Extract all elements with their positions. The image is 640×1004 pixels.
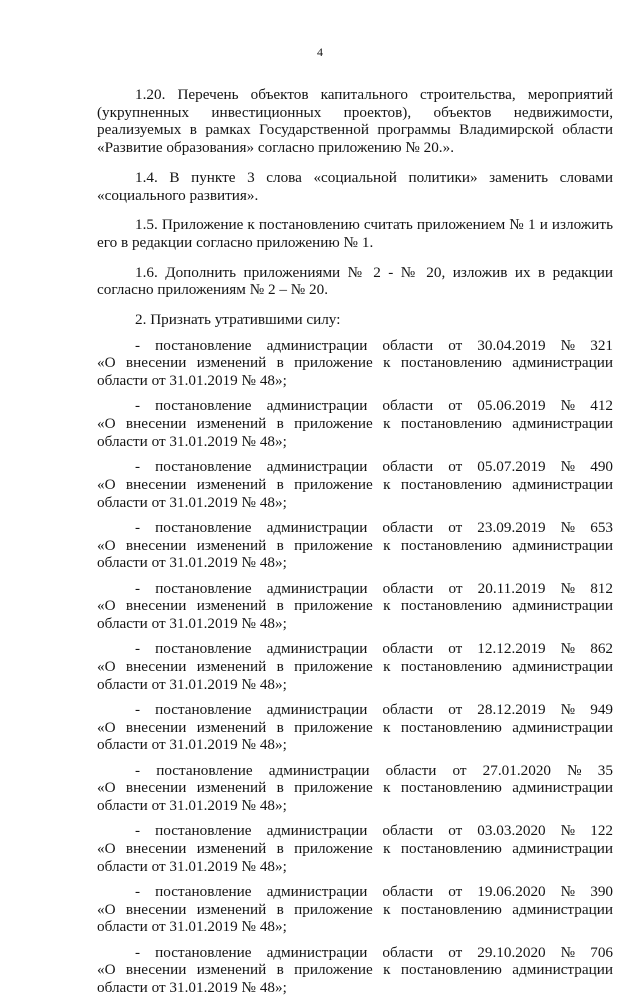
number-sign: № — [560, 700, 576, 718]
word: администрации — [266, 943, 368, 961]
resolution-date: 03.03.2020 — [477, 822, 546, 840]
list-item-line-3: области от 31.01.2019 № 48»; — [97, 432, 287, 450]
list-item-line-3: области от 31.01.2019 № 48»; — [97, 918, 287, 936]
list-item — [97, 458, 613, 511]
word: области — [382, 943, 434, 961]
list-item-line-3: области от 31.01.2019 № 48»; — [97, 736, 287, 754]
word: администрации — [512, 415, 613, 433]
list-item — [97, 822, 613, 875]
word: внесении — [125, 536, 187, 554]
word: изменений — [196, 718, 267, 736]
word: постановление — [155, 336, 252, 354]
resolution-number: 949 — [590, 700, 613, 718]
word: - — [135, 640, 141, 658]
resolution-date: 12.12.2019 — [477, 640, 546, 658]
resolution-date: 28.12.2019 — [477, 700, 546, 718]
word: - — [135, 518, 141, 536]
word: постановлению — [400, 415, 502, 433]
list-item-line-2 — [97, 779, 613, 797]
word: области — [382, 640, 434, 658]
word: в — [276, 779, 284, 797]
word: - — [135, 943, 141, 961]
list-item — [97, 397, 613, 450]
resolution-date: 20.11.2019 — [477, 579, 546, 597]
number-sign: № — [560, 883, 576, 901]
word: внесении — [125, 779, 187, 797]
list-item — [97, 701, 613, 754]
resolution-number: 122 — [590, 822, 613, 840]
word: постановлению — [400, 840, 502, 858]
word: к — [383, 354, 391, 372]
list-item — [97, 883, 613, 936]
word: от — [448, 458, 463, 476]
word: постановлению — [400, 475, 502, 493]
list-item — [97, 762, 613, 815]
word: приложение — [294, 900, 373, 918]
word: постановлению — [400, 597, 502, 615]
word: области — [382, 700, 434, 718]
word: изменений — [196, 779, 267, 797]
word: администрации — [512, 597, 613, 615]
word: области — [382, 518, 434, 536]
number-sign: № — [560, 943, 576, 961]
resolution-date: 05.06.2019 — [477, 397, 546, 415]
list-item-line-3: области от 31.01.2019 № 48»; — [97, 493, 287, 511]
word: в — [276, 536, 284, 554]
paragraph-1-5: 1.5. Приложение к постановлению считать приложением № 1 и изложить его в редакции согласно приложению № 1. — [97, 216, 613, 251]
word: приложение — [294, 354, 373, 372]
word: к — [383, 779, 391, 797]
word: к — [383, 415, 391, 433]
word: администрации — [512, 354, 613, 372]
word: от — [448, 336, 463, 354]
word: области — [382, 336, 434, 354]
list-item — [97, 580, 613, 633]
word: области — [382, 458, 434, 476]
word: администрации — [266, 822, 368, 840]
word: от — [448, 883, 463, 901]
list-item-line-3: области от 31.01.2019 № 48»; — [97, 857, 287, 875]
section-heading: 2. Признать утратившими силу: — [135, 311, 341, 329]
word: к — [383, 657, 391, 675]
list-item-line-1 — [97, 458, 613, 476]
word: в — [276, 900, 284, 918]
word: постановление — [155, 518, 252, 536]
word: внесении — [125, 657, 187, 675]
word: изменений — [196, 597, 267, 615]
word: области — [382, 579, 434, 597]
word: администрации — [512, 718, 613, 736]
list-item-line-3: области от 31.01.2019 № 48»; — [97, 979, 287, 997]
word: внесении — [125, 840, 187, 858]
word: администрации — [268, 761, 370, 779]
word: изменений — [196, 900, 267, 918]
word: постановление — [155, 943, 252, 961]
word: приложение — [294, 597, 373, 615]
word: постановлению — [400, 961, 502, 979]
word: администрации — [512, 536, 613, 554]
word: к — [383, 536, 391, 554]
word: «О — [97, 354, 116, 372]
word: администрации — [512, 779, 613, 797]
word: изменений — [196, 536, 267, 554]
list-item-line-1 — [97, 337, 613, 355]
word: к — [383, 597, 391, 615]
word: «О — [97, 657, 116, 675]
list-item-line-3: области от 31.01.2019 № 48»; — [97, 797, 287, 815]
word: в — [276, 415, 284, 433]
word: - — [135, 700, 141, 718]
word: «О — [97, 475, 116, 493]
word: администрации — [266, 883, 368, 901]
resolution-date: 29.10.2020 — [477, 943, 546, 961]
word: постановлению — [400, 354, 502, 372]
word: внесении — [125, 961, 187, 979]
word: области — [385, 761, 437, 779]
word: приложение — [294, 475, 373, 493]
word: изменений — [196, 475, 267, 493]
resolution-date: 23.09.2019 — [477, 518, 546, 536]
list-item-line-2 — [97, 537, 613, 555]
word: постановление — [155, 579, 252, 597]
word: от — [448, 943, 463, 961]
word: от — [448, 518, 463, 536]
word: в — [276, 597, 284, 615]
resolution-date: 30.04.2019 — [477, 336, 546, 354]
word: постановлению — [400, 779, 502, 797]
word: в — [276, 657, 284, 675]
resolution-number: 35 — [597, 761, 613, 779]
word: от — [448, 640, 463, 658]
word: постановление — [155, 700, 252, 718]
word: - — [135, 761, 141, 779]
word: постановление — [155, 397, 252, 415]
word: постановление — [155, 640, 252, 658]
number-sign: № — [560, 397, 576, 415]
word: администрации — [266, 640, 368, 658]
word: - — [135, 579, 141, 597]
list-item-line-3: области от 31.01.2019 № 48»; — [97, 372, 287, 390]
word: постановлению — [400, 536, 502, 554]
resolution-number: 390 — [590, 883, 613, 901]
word: от — [448, 397, 463, 415]
word: внесении — [125, 597, 187, 615]
word: от — [448, 700, 463, 718]
word: к — [383, 840, 391, 858]
word: постановление — [155, 883, 252, 901]
list-item-line-1 — [97, 397, 613, 415]
list-item-line-1 — [97, 883, 613, 901]
document-body — [97, 86, 613, 1004]
word: постановлению — [400, 657, 502, 675]
word: приложение — [294, 536, 373, 554]
resolution-number: 812 — [590, 579, 613, 597]
number-sign: № — [567, 761, 582, 779]
word: постановление — [155, 822, 252, 840]
list-item-line-2 — [97, 476, 613, 494]
number-sign: № — [560, 822, 576, 840]
number-sign: № — [560, 518, 576, 536]
list-item — [97, 519, 613, 572]
word: изменений — [196, 415, 267, 433]
word: «О — [97, 840, 116, 858]
word: изменений — [196, 657, 267, 675]
resolution-number: 321 — [590, 336, 613, 354]
list-item-line-2 — [97, 719, 613, 737]
word: к — [383, 718, 391, 736]
number-sign: № — [560, 640, 576, 658]
word: постановлению — [400, 900, 502, 918]
list-item-line-3: области от 31.01.2019 № 48»; — [97, 614, 287, 632]
word: - — [135, 458, 141, 476]
word: - — [135, 822, 141, 840]
word: «О — [97, 900, 116, 918]
word: приложение — [294, 840, 373, 858]
paragraph-1-4: 1.4. В пункте 3 слова «социальной политики» заменить словами «социального развития». — [97, 168, 613, 204]
list-item-line-1 — [97, 701, 613, 719]
resolution-date: 27.01.2020 — [482, 761, 552, 779]
list-item-line-2 — [97, 961, 613, 979]
list-item-line-2 — [97, 354, 613, 372]
word: изменений — [196, 961, 267, 979]
list-item-line-1 — [97, 580, 613, 598]
list-item-line-3: области от 31.01.2019 № 48»; — [97, 554, 287, 572]
word: администрации — [266, 579, 368, 597]
word: к — [383, 961, 391, 979]
word: приложение — [294, 657, 373, 675]
word: приложение — [294, 415, 373, 433]
word: администрации — [512, 840, 613, 858]
list-item — [97, 337, 613, 390]
word: внесении — [125, 900, 187, 918]
word: изменений — [196, 840, 267, 858]
word: «О — [97, 536, 116, 554]
word: администрации — [512, 475, 613, 493]
resolution-number: 412 — [590, 397, 613, 415]
word: от — [448, 822, 463, 840]
word: области — [382, 883, 434, 901]
word: - — [135, 397, 141, 415]
word: в — [276, 475, 284, 493]
word: администрации — [512, 961, 613, 979]
word: области — [382, 397, 434, 415]
list-item-line-3: области от 31.01.2019 № 48»; — [97, 675, 287, 693]
list-item-line-1 — [97, 519, 613, 537]
word: внесении — [125, 475, 187, 493]
number-sign: № — [560, 458, 576, 476]
list-item — [97, 640, 613, 693]
resolution-date: 19.06.2020 — [477, 883, 546, 901]
list-item-line-2 — [97, 901, 613, 919]
word: в — [276, 354, 284, 372]
repealed-resolutions-list — [97, 337, 613, 997]
word: администрации — [266, 458, 368, 476]
word: администрации — [512, 657, 613, 675]
number-sign: № — [560, 579, 576, 597]
word: - — [135, 883, 141, 901]
word: «О — [97, 779, 116, 797]
list-item-line-1 — [97, 822, 613, 840]
word: в — [276, 961, 284, 979]
list-item-line-2 — [97, 415, 613, 433]
word: постановление — [156, 761, 253, 779]
word: администрации — [266, 518, 368, 536]
word: «О — [97, 597, 116, 615]
number-sign: № — [560, 336, 576, 354]
word: приложение — [294, 718, 373, 736]
word: в — [276, 840, 284, 858]
word: «О — [97, 718, 116, 736]
resolution-date: 05.07.2019 — [477, 458, 546, 476]
word: администрации — [266, 397, 368, 415]
word: изменений — [196, 354, 267, 372]
word: от — [452, 761, 467, 779]
page-number: 4 — [317, 45, 323, 59]
list-item-line-1 — [97, 944, 613, 962]
word: внесении — [125, 718, 187, 736]
list-item-line-2 — [97, 658, 613, 676]
word: внесении — [125, 354, 187, 372]
word: внесении — [125, 415, 187, 433]
word: постановление — [155, 458, 252, 476]
list-item — [97, 944, 613, 997]
list-item-line-1 — [97, 762, 613, 780]
word: постановлению — [400, 718, 502, 736]
resolution-number: 862 — [590, 640, 613, 658]
word: «О — [97, 415, 116, 433]
list-item-line-2 — [97, 597, 613, 615]
resolution-number: 706 — [590, 943, 613, 961]
list-item-line-2 — [97, 840, 613, 858]
paragraph-1-6: 1.6. Дополнить приложениями № 2 - № 20, изложив их в редакции согласно приложениям № 2 – № 20. — [97, 263, 613, 299]
word: к — [383, 475, 391, 493]
paragraph-1-20: 1.20. Перечень объектов капитального строительства, мероприятий (укрупненных инвестиционных проектов), объектов недвижимости, реализуемых в рамках Государственной программы Владимирской области «Развитие образования» согласно приложению № 20.». — [97, 86, 613, 157]
resolution-number: 490 — [590, 458, 613, 476]
list-item-line-1 — [97, 640, 613, 658]
word: области — [382, 822, 434, 840]
word: от — [448, 579, 463, 597]
word: администрации — [266, 700, 368, 718]
word: приложение — [294, 779, 373, 797]
word: приложение — [294, 961, 373, 979]
word: к — [383, 900, 391, 918]
resolution-number: 653 — [590, 518, 613, 536]
word: администрации — [512, 900, 613, 918]
word: администрации — [266, 336, 368, 354]
word: «О — [97, 961, 116, 979]
word: - — [135, 336, 141, 354]
word: в — [276, 718, 284, 736]
